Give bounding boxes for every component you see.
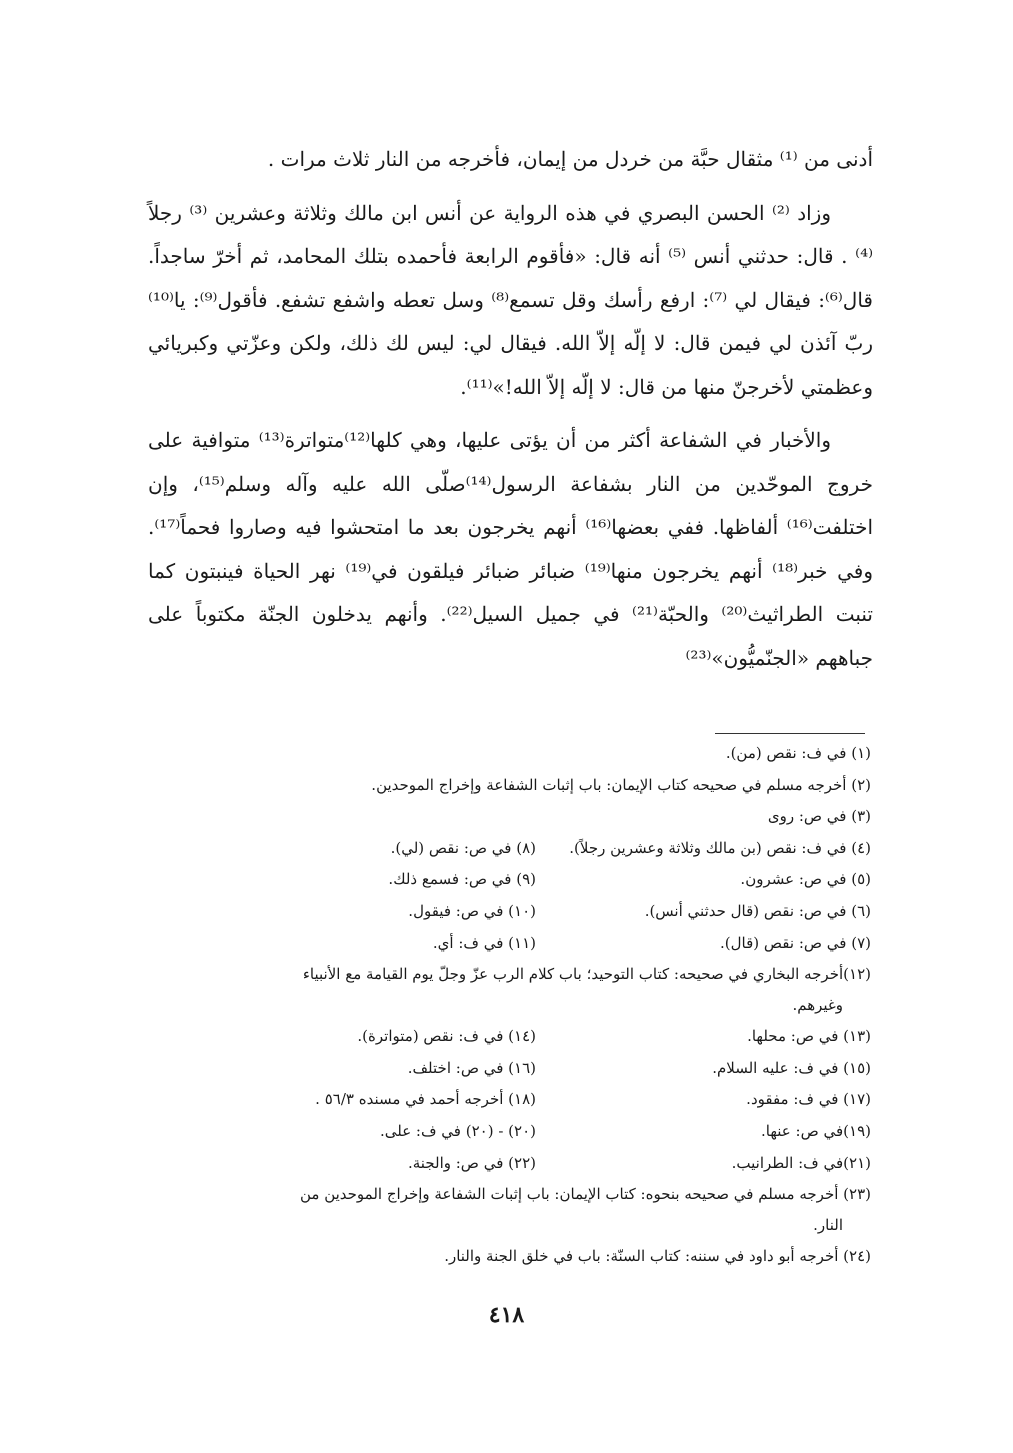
main-text (148, 138, 873, 680)
footnote-3: (٣) في ص: روى (767, 807, 871, 826)
footnotes (150, 738, 871, 1273)
footnote-separator (715, 733, 865, 734)
footnote-9: (٩) في ص: فسمع ذلك. (388, 870, 536, 889)
paragraph-2: وزاد ⁽²⁾ الحسن البصري في هذه الرواية عن أنس ابن مالك وثلاثة وعشرين ⁽³⁾ رجلاً ⁽⁴⁾ . قال: حدثني أنس ⁽⁵⁾ أنه قال: «فأقوم الرابعة فأحمده بتلك المحامد، ثم أخرّ ساجداً. قال⁽⁶⁾: فيقال لي ⁽⁷⁾: ارفع رأسك وقل تسمع⁽⁸⁾ وسل تعطه واشفع تشفع. فأقول⁽⁹⁾: يا⁽¹⁰⁾ربّ آئذن لي فيمن قال: لا إلّه إلاّ الله. فيقال لي: ليس لك ذلك، ولكن وعزّتي وكبريائي وعظمتي لأخرجنّ منها من قال: لا إلّه إلاّ الله!»⁽¹¹⁾. (148, 200, 874, 399)
footnote-12-line2: وغيرهم. (792, 996, 843, 1015)
footnote-6: (٦) في ص: نقص (قال حدثني أنس). (644, 901, 871, 920)
footnote-22: (٢٢) في ص: والجنة. (407, 1153, 536, 1172)
footnote-23 (150, 1179, 871, 1241)
footnote-17: (١٧) في ف: مفقود. (746, 1090, 871, 1109)
footnote-19: (١٩)في ص: عنها. (761, 1121, 871, 1140)
paragraph-1: أدنى من ⁽¹⁾ مثقال حبَّة من خردل من إيمان، فأخرجه من النار ثلاث مرات . (267, 147, 873, 171)
footnote-12-line1: (١٢)أخرجه البخاري في صحيحه: كتاب التوحيد؛ باب كلام الرب عزّ وجلّ يوم القيامة مع الأنبياء (302, 965, 871, 984)
footnote-23-line1: (٢٣) أخرجه مسلم في صحيحه بنحوه: كتاب الإيمان: باب إثبات الشفاعة وإخراج الموحدين من (299, 1185, 871, 1204)
footnote-16: (١٦) في ص: اختلف. (407, 1058, 536, 1077)
footnote-11: (١١) في ف: أي. (432, 933, 536, 952)
footnote-7: (٧) في ص: نقص (قال). (720, 933, 871, 952)
footnote-12 (150, 959, 871, 1021)
footnote-15: (١٥) في ف: عليه السلام. (712, 1058, 871, 1077)
footnote-20: (٢٠) - (٢٠) في ف: على. (379, 1121, 536, 1140)
footnote-row (150, 1021, 871, 1053)
footnote-14: (١٤) في ف: نقص (متواترة). (357, 1027, 536, 1046)
footnote-21: (٢١)في ف: الطرانيب. (731, 1153, 871, 1172)
footnote-row (150, 1053, 871, 1085)
footnote-row (150, 833, 871, 865)
footnote-row (150, 928, 871, 960)
footnote-5: (٥) في ص: عشرون. (740, 870, 871, 889)
footnote-13: (١٣) في ص: محلها. (747, 1027, 871, 1046)
footnote-4: (٤) في ف: نقص (بن مالك وثلاثة وعشرين رجلاً). (569, 838, 871, 857)
footnote-10: (١٠) في ص: فيقول. (408, 901, 536, 920)
footnote-row (150, 1084, 871, 1116)
footnote-23-line2: النار. (813, 1216, 843, 1235)
footnote-2: (٢) أخرجه مسلم في صحيحه كتاب الإيمان: باب إثبات الشفاعة وإخراج الموحدين. (371, 775, 871, 794)
footnote-row (150, 864, 871, 896)
footnote-1: (١) في ف: نقص (من). (725, 744, 871, 762)
footnote-row (150, 1116, 871, 1148)
footnote-row (150, 1148, 871, 1180)
footnote-row (150, 896, 871, 928)
footnote-8: (٨) في ص: نقص (لي). (390, 838, 536, 857)
paragraph-3: والأخبار في الشفاعة أكثر من أن يؤتى عليها، وهي كلها⁽¹²⁾متواترة⁽¹³⁾ متوافية على خروج الموحّدين من النار بشفاعة الرسول⁽¹⁴⁾صلّى الله عليه وآله وسلم⁽¹⁵⁾، وإن اختلفت⁽¹⁶⁾ ألفاظها. ففي بعضها⁽¹⁶⁾ أنهم يخرجون بعد ما امتحشوا فيه وصاروا فحماً⁽¹⁷⁾. وفي خبر⁽¹⁸⁾ أنهم يخرجون منها⁽¹⁹⁾ ضبائر ضبائر فيلقون في⁽¹⁹⁾ نهر الحياة فينبتون كما تنبت الطراثيث⁽²⁰⁾ والحبّة⁽²¹⁾ في جميل السيل⁽²²⁾. وأنهم يدخلون الجنّة مكتوباً على جباههم «الجنّميُّون»⁽²³⁾ (148, 428, 874, 670)
footnote-24: (٢٤) أخرجه أبو داود في سننه: كتاب السنّة: باب في خلق الجنة والنار. (444, 1247, 871, 1266)
page-number: ٤١٨ (488, 1302, 525, 1328)
footnote-18: (١٨) أخرجه أحمد في مسنده ٥٦/٣ . (315, 1090, 536, 1109)
